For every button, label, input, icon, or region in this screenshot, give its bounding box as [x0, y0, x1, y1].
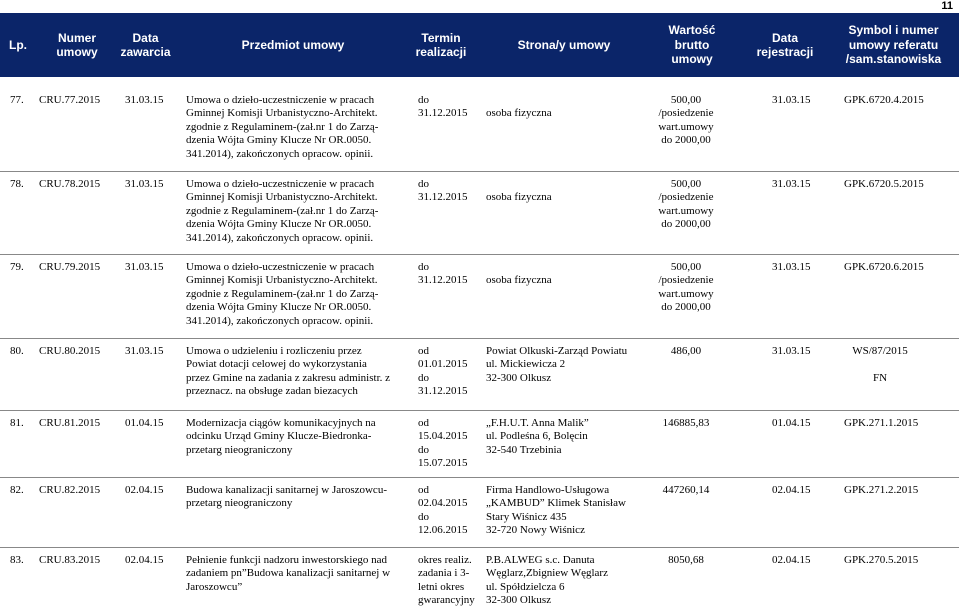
row-date: 31.03.15: [125, 261, 164, 273]
header-registration-date: Data rejestracji: [756, 30, 814, 59]
row-term: od 15.04.2015 do 15.07.2015: [418, 417, 468, 470]
row-value: 500,00 /posiedzenie wart.umowy do 2000,00: [658, 261, 714, 314]
row-subject: Umowa o udzieleniu i rozliczeniu przez Powiat dotacji celowej do wykorzystania przez Gmine na zadania z zakresu administr. z przeznacz. na obsługe zadan biezacych: [186, 345, 391, 398]
row-number: CRU.77.2015: [39, 94, 101, 106]
row-term: do 31.12.2015: [418, 261, 468, 287]
header-term: Termin realizacji: [415, 30, 467, 59]
row-value: 8050,68: [668, 554, 704, 566]
table-row: [0, 88, 959, 164]
row-subject: Modernizacja ciągów komunikacyjnych na odcinku Urząd Gminy Klucze-Biedronka- przetarg nieograniczony: [186, 417, 376, 456]
row-number: CRU.82.2015: [39, 484, 101, 496]
row-lp: 80.: [10, 345, 24, 357]
row-registration-date: 02.04.15: [772, 554, 811, 566]
row-subject: Pełnienie funkcji nadzoru inwestorskiego nad zadaniem pn”Budowa kanalizacji sanitarnej w Jaroszowcu”: [186, 554, 391, 593]
row-party: P.B.ALWEG s.c. Danuta Węglarz,Zbigniew Węglarz ul. Spółdzielcza 6 32-300 Olkusz: [486, 554, 608, 607]
row-symbol: GPK.6720.5.2015: [844, 178, 924, 190]
header-subject: Przedmiot umowy: [241, 37, 345, 52]
row-term: okres realiz. zadania i 3- letni okres gwarancyjny: [418, 554, 475, 607]
row-registration-date: 31.03.15: [772, 345, 811, 357]
table-row: [0, 477, 959, 544]
row-term: do 31.12.2015: [418, 178, 468, 204]
table-row: [0, 410, 959, 474]
row-value: 486,00: [670, 345, 702, 357]
row-date: 01.04.15: [125, 417, 164, 429]
row-symbol: GPK.6720.4.2015: [844, 94, 924, 106]
row-subject: Umowa o dzieło-uczestniczenie w pracach Gminnej Komisji Urbanistyczno-Architekt. zgodnie z Regulaminem-(zał.nr 1 do Zarzą- dzenia Wójta Gminy Klucze Nr OR.0050. 341.2014), zakończonych opracow. opinii.: [186, 94, 379, 160]
row-symbol: WS/87/2015 FN: [852, 345, 908, 384]
row-date: 31.03.15: [125, 345, 164, 357]
row-number: CRU.80.2015: [39, 345, 101, 357]
row-symbol: GPK.270.5.2015: [844, 554, 919, 566]
row-number: CRU.79.2015: [39, 261, 101, 273]
header-symbol: Symbol i numer umowy referatu /sam.stanowiska: [845, 23, 942, 67]
row-lp: 81.: [10, 417, 24, 429]
row-subject: Budowa kanalizacji sanitarnej w Jaroszowcu- przetarg nieograniczony: [186, 484, 387, 510]
row-subject: Umowa o dzieło-uczestniczenie w pracach Gminnej Komisji Urbanistyczno-Architekt. zgodnie z Regulaminem-(zał.nr 1 do Zarzą- dzenia Wójta Gminy Klucze Nr OR.0050. 341.2014), zakończonych opracow. opinii.: [186, 178, 379, 244]
header-number: Numer umowy: [56, 30, 98, 59]
row-lp: 83.: [10, 554, 24, 566]
row-value: 500,00 /posiedzenie wart.umowy do 2000,00: [658, 178, 714, 231]
row-value: 447260,14: [662, 484, 710, 496]
row-date: 31.03.15: [125, 178, 164, 190]
row-lp: 78.: [10, 178, 24, 190]
header-party: Strona/y umowy: [517, 37, 611, 52]
row-party: Firma Handlowo-Usługowa „KAMBUD” Klimek Stanisław Stary Wiśnicz 435 32-720 Nowy Wiśnicz: [486, 484, 626, 537]
row-registration-date: 31.03.15: [772, 178, 811, 190]
row-date: 31.03.15: [125, 94, 164, 106]
row-subject: Umowa o dzieło-uczestniczenie w pracach Gminnej Komisji Urbanistyczno-Architekt. zgodnie z Regulaminem-(zał.nr 1 do Zarzą- dzenia Wójta Gminy Klucze Nr OR.0050. 341.2014), zakończonych opracow. opinii.: [186, 261, 379, 327]
row-number: CRU.83.2015: [39, 554, 101, 566]
row-symbol: GPK.271.2.2015: [844, 484, 919, 496]
row-registration-date: 31.03.15: [772, 94, 811, 106]
header-lp: Lp.: [9, 37, 27, 52]
row-symbol: GPK.6720.6.2015: [844, 261, 924, 273]
header-value: Wartość brutto umowy: [668, 23, 716, 67]
row-registration-date: 01.04.15: [772, 417, 811, 429]
row-lp: 82.: [10, 484, 24, 496]
row-party: osoba fizyczna: [486, 274, 552, 287]
table-row: [0, 254, 959, 331]
row-lp: 79.: [10, 261, 24, 273]
table-row: [0, 171, 959, 248]
row-party: „F.H.U.T. Anna Malik” ul. Podleśna 6, Bolęcin 32-540 Trzebinia: [486, 417, 589, 456]
row-party: Powiat Olkuski-Zarząd Powiatu ul. Mickiewicza 2 32-300 Olkusz: [486, 345, 628, 384]
row-term: do 31.12.2015: [418, 94, 468, 120]
row-number: CRU.81.2015: [39, 417, 101, 429]
row-registration-date: 31.03.15: [772, 261, 811, 273]
row-party: osoba fizyczna: [486, 191, 552, 204]
row-lp: 77.: [10, 94, 24, 106]
row-term: od 01.01.2015 do 31.12.2015: [418, 345, 468, 398]
row-number: CRU.78.2015: [39, 178, 101, 190]
row-date: 02.04.15: [125, 484, 164, 496]
row-term: od 02.04.2015 do 12.06.2015: [418, 484, 468, 537]
row-date: 02.04.15: [125, 554, 164, 566]
row-value: 500,00 /posiedzenie wart.umowy do 2000,00: [658, 94, 714, 147]
table-header: [0, 13, 959, 77]
table-row: [0, 338, 959, 405]
page-number: 11: [941, 0, 953, 12]
row-symbol: GPK.271.1.2015: [844, 417, 919, 429]
row-party: osoba fizyczna: [486, 107, 552, 120]
row-value: 146885,83: [662, 417, 710, 429]
row-registration-date: 02.04.15: [772, 484, 811, 496]
header-date: Data zawarcia: [120, 30, 171, 59]
table-row: [0, 547, 959, 616]
